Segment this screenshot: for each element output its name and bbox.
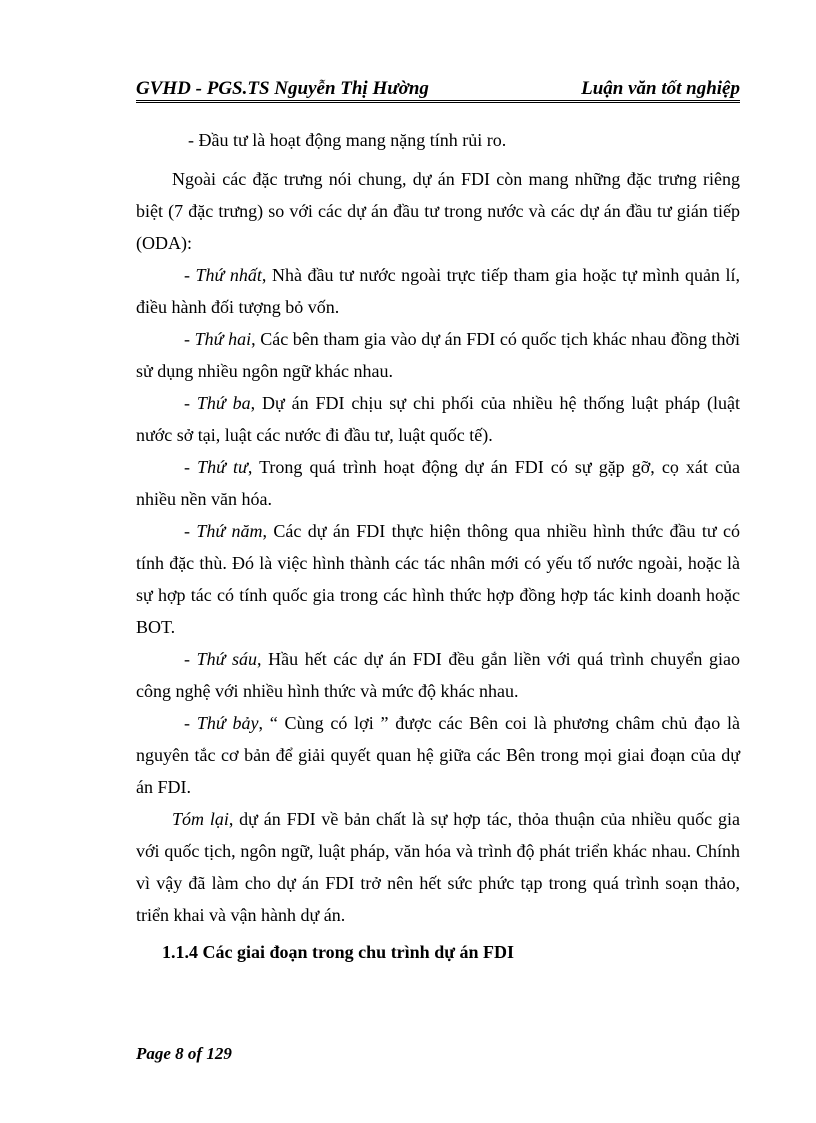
item-label: Thứ nhất <box>195 265 262 285</box>
list-item: - Thứ sáu, Hầu hết các dự án FDI đều gắn liền với quá trình chuyển giao công nghệ với nhiều hình thức và mức độ khác nhau. <box>136 649 740 701</box>
item-label: Thứ ba <box>196 393 251 413</box>
list-item: - Thứ bảy, “ Cùng có lợi ” được các Bên coi là phương châm chủ đạo là nguyên tắc cơ bản để giải quyết quan hệ giữa các Bên trong mọi giai đoạn của dự án FDI. <box>136 713 740 797</box>
paragraph-intro: Ngoài các đặc trưng nói chung, dự án FDI còn mang những đặc trưng riêng biệt (7 đặc trưng) so với các dự án đầu tư trong nước và các dự án đầu tư gián tiếp (ODA): <box>136 169 740 253</box>
list-item: - Thứ tư, Trong quá trình hoạt động dự án FDI có sự gặp gỡ, cọ xát của nhiều nền văn hóa. <box>136 457 740 509</box>
item-label: Thứ sáu <box>196 649 258 669</box>
item-label: Thứ bảy <box>196 713 259 733</box>
list-item: - Thứ nhất, Nhà đầu tư nước ngoài trực tiếp tham gia hoặc tự mình quản lí, điều hành đối tượng bỏ vốn. <box>136 265 740 317</box>
paragraph-risk: - Đầu tư là hoạt động mang nặng tính rủi ro. <box>188 130 507 150</box>
list-item: - Thứ hai, Các bên tham gia vào dự án FDI có quốc tịch khác nhau đồng thời sử dụng nhiều ngôn ngữ khác nhau. <box>136 329 740 381</box>
item-label: Thứ năm <box>196 521 263 541</box>
list-item: - Thứ ba, Dự án FDI chịu sự chi phối của nhiều hệ thống luật pháp (luật nước sở tại, luật các nước đi đầu tư, luật quốc tế). <box>136 393 740 445</box>
list-item: - Thứ năm, Các dự án FDI thực hiện thông qua nhiều hình thức đầu tư có tính đặc thù. Đó là việc hình thành các tác nhân mới có yếu tố nước ngoài, hoặc là sự hợp tác có tính quốc gia trong các hình thức hợp đồng hợp tác kinh doanh hoặc BOT. <box>136 521 740 637</box>
header-doc-type: Luận văn tốt nghiệp <box>581 78 740 99</box>
page-header <box>136 76 740 103</box>
item-label: Thứ tư <box>197 457 248 477</box>
header-advisor: GVHD - PGS.TS Nguyễn Thị Hường <box>136 78 429 99</box>
item-label: Thứ hai <box>194 329 252 349</box>
section-heading: 1.1.4 Các giai đoạn trong chu trình dự án FDI <box>162 942 515 962</box>
page-number: Page 8 of 129 <box>136 1044 232 1063</box>
body-text <box>136 124 740 931</box>
summary-label: Tóm lại <box>172 809 229 829</box>
paragraph-summary: Tóm lại, dự án FDI về bản chất là sự hợp tác, thỏa thuận của nhiều quốc gia với quốc tịch, ngôn ngữ, luật pháp, văn hóa và trình độ phát triển khác nhau. Chính vì vậy đã làm cho dự án FDI trở nên hết sức phức tạp trong quá trình soạn thảo, triển khai và vận hành dự án. <box>136 809 740 925</box>
